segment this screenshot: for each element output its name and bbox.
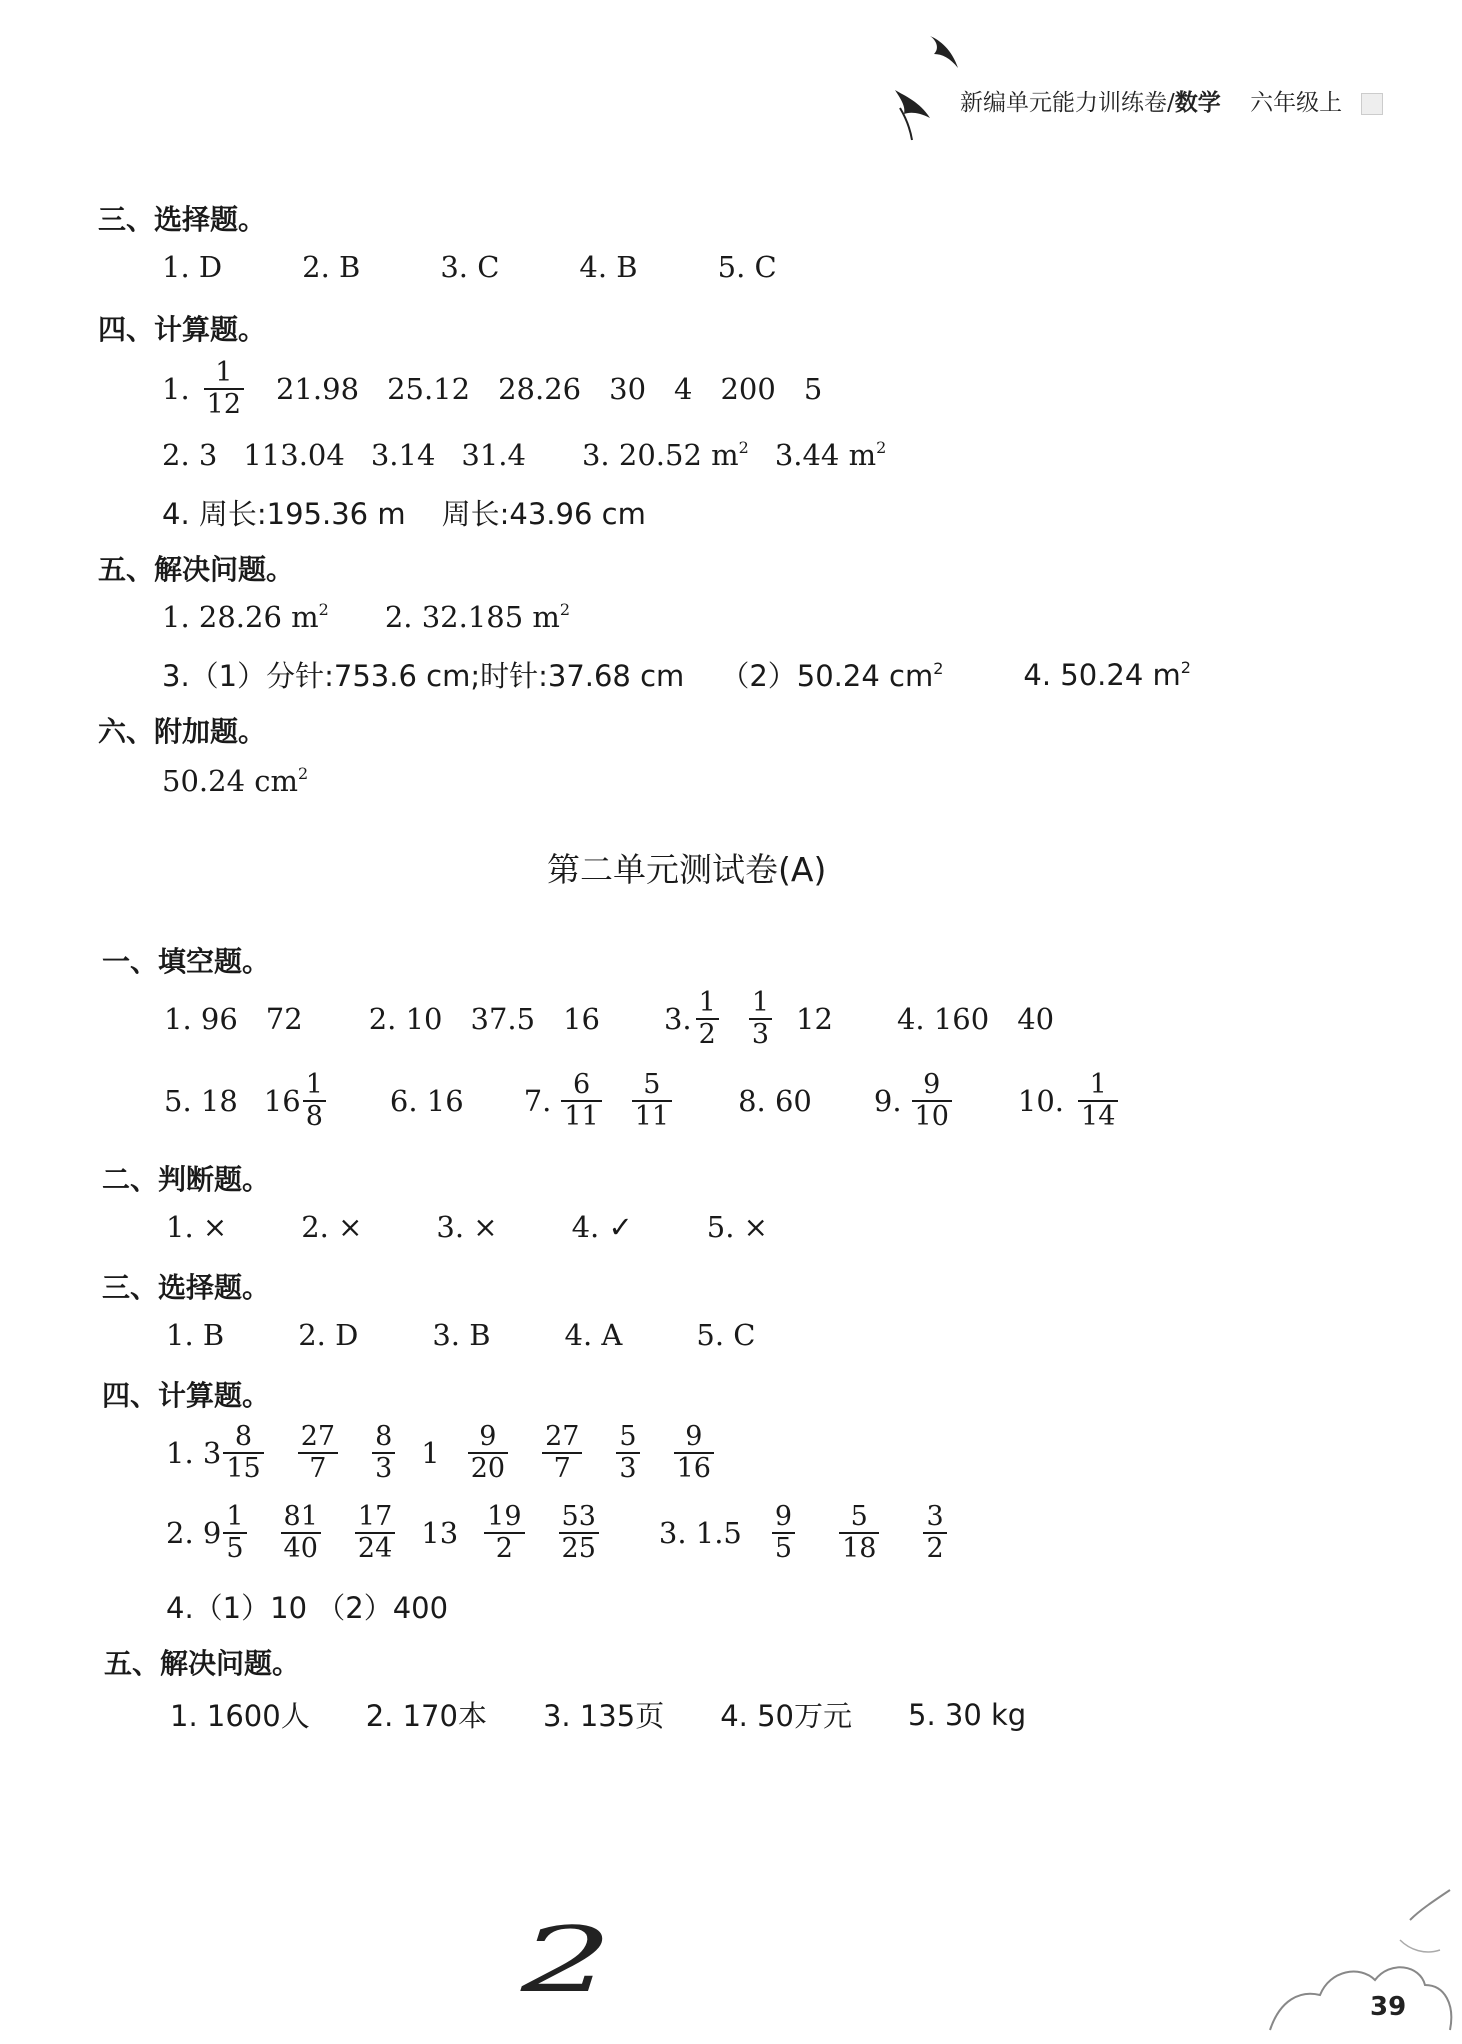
answer: 113.04 [243,438,345,472]
answer: 1. 28.26 $m^2$ [162,600,329,634]
fraction: $\frac{19}{2}$ [484,1502,524,1564]
answer: 5. C [717,250,777,284]
fraction: $\frac{53}{25}$ [559,1502,599,1564]
answer: 1. [162,372,190,406]
answer: 5. 18 [164,1084,238,1118]
answer: 3. C [440,250,500,284]
answer: 5. C [696,1318,756,1352]
answer: （2）50.24 $cm^2$ [720,659,944,693]
fraction: $\frac{9}{20}$ [468,1422,508,1484]
answer: 3. [663,1002,692,1036]
answer: 30 [609,372,647,406]
answer-row [164,1070,1122,1132]
header-box-icon [1361,93,1383,115]
answer-row [164,988,1054,1050]
header-subject: 数学 [1174,90,1221,116]
answer: 4. A [564,1318,623,1352]
answer: 3.44 $m^2$ [774,438,887,472]
answer: 28.26 [498,372,582,406]
answer: 5. 30 kg [908,1697,1027,1732]
fraction: $\frac{81}{40}$ [281,1502,321,1564]
fraction: $\frac{27}{7}$ [298,1422,338,1484]
fraction: $\frac{1}{3}$ [749,988,772,1050]
page-number: 39 [1370,1992,1407,2022]
answer: 3. 1.5 [658,1516,742,1550]
answer: 200 [720,372,776,406]
fraction: $\frac{1}{8}$ [303,1070,326,1132]
answer: 9. [873,1084,902,1118]
answer: 7. [523,1084,552,1118]
answer: 6. 16 [389,1084,464,1118]
fraction: $\frac{1}{2}$ [696,988,719,1050]
answer: 16 [563,1002,600,1036]
answer: 13 [421,1516,459,1550]
section-title: 四、计算题。 [102,1379,271,1412]
fraction: $\frac{8}{15}$ [223,1422,263,1484]
answer: 37.5 [470,1002,536,1036]
answer: 1. 1600人 [170,1699,310,1733]
fraction: $\frac{3}{2}$ [923,1502,946,1564]
fraction: $\frac{5}{3}$ [616,1422,639,1484]
header-book-title: 新编单元能力训练卷/ [960,90,1175,116]
fraction: $\frac{27}{7}$ [542,1422,582,1484]
answer: 2. D [298,1318,359,1352]
answer: 4. ✓ [571,1210,633,1244]
answer: 4. 50.24 $m^2$ [1023,657,1191,692]
fraction: $\frac{17}{24}$ [355,1502,395,1564]
answer: 4. 50万元 [720,1699,852,1733]
answer-row [162,492,646,533]
answer: 3. B [432,1318,491,1352]
answer: 3.14 [370,438,436,472]
answer: 4. B [579,250,638,284]
section-title: 二、判断题。 [102,1163,271,1196]
answer: 25.12 [387,372,471,406]
cloud-decoration-icon [1260,1880,1460,2040]
answer: 50.24 $cm^2$ [162,764,309,798]
fraction: $\frac{1}{5}$ [223,1502,246,1564]
answer: 2. × [301,1210,363,1244]
answer: 3. 20.52 $m^2$ [581,438,749,472]
answer: 2. 170本 [365,1699,487,1733]
answer: 2. 10 [368,1002,443,1036]
answer-row [166,1422,718,1484]
answer: 8. 60 [738,1084,812,1118]
answer-row [162,250,777,284]
answer: 2. 3 [162,438,218,472]
fraction: $\frac{8}{3}$ [372,1422,395,1484]
fraction: $\frac{5}{18}$ [839,1502,879,1564]
header-grade: 六年级上 [1250,90,1343,116]
answer: 1 [421,1436,440,1470]
fraction: $\frac{9}{5}$ [772,1502,795,1564]
answer: 2. B [302,250,361,284]
answer-row [166,1586,448,1627]
answer: 4. 周长:195.36 m [162,497,406,531]
answer: 5 [803,372,823,406]
answer: 4. 160 [896,1002,990,1036]
fraction: $\frac{6}{11}$ [561,1070,601,1132]
answer-row [166,1210,768,1244]
answer: 3.（1）分针:753.6 cm;时针:37.68 cm [162,659,685,693]
answer: 72 [265,1002,303,1036]
answer: 10. [1017,1084,1065,1118]
answer: 2. 9 [166,1516,222,1550]
answer-row [162,358,822,420]
answer: 1. 96 [164,1002,238,1036]
answer: 21.98 [276,372,360,406]
answer: 3. × [436,1210,498,1244]
answer: 4.（1）10 （2）400 [166,1591,449,1625]
answer-row [162,764,308,798]
fraction: $\frac{1}{14}$ [1078,1070,1118,1132]
section-title: 六、附加题。 [98,715,267,748]
answer-row [170,1694,1026,1735]
fraction: $\frac{9}{10}$ [912,1070,952,1132]
section-title: 四、计算题。 [98,313,267,346]
fraction: $\frac{9}{16}$ [674,1422,714,1484]
answer-row [162,438,886,472]
bird-logo [860,28,970,148]
section-title: 五、解决问题。 [98,553,295,586]
answer: 16 [263,1084,301,1118]
fraction: $\frac{1}{12}$ [204,358,244,420]
answer: 2. 32.185 $m^2$ [384,600,571,634]
answer: 1. B [166,1318,225,1352]
section-title: 五、解决问题。 [104,1647,301,1680]
answer: 1. × [166,1210,228,1244]
answer: 31.4 [461,438,526,472]
answer-row [162,600,570,634]
answer: 周长:43.96 cm [441,497,646,531]
answer: 1. D [162,250,223,284]
answer: 40 [1017,1002,1055,1036]
section-title: 三、选择题。 [102,1271,271,1304]
answer-row [166,1502,951,1564]
unit-title: 第二单元测试卷(A) [547,850,827,889]
answer-row [162,654,1191,695]
section-title: 三、选择题。 [98,203,267,236]
answer: 5. × [706,1210,768,1244]
answer-row [166,1318,755,1352]
answer: 4 [674,372,693,406]
answer: 12 [796,1002,833,1036]
answer: 1. 3 [166,1436,222,1470]
section-title: 一、填空题。 [102,945,271,978]
fraction: $\frac{5}{11}$ [632,1070,672,1132]
answer: 3. 135页 [542,1699,665,1733]
handwritten-mark: 2 [520,1908,613,2013]
